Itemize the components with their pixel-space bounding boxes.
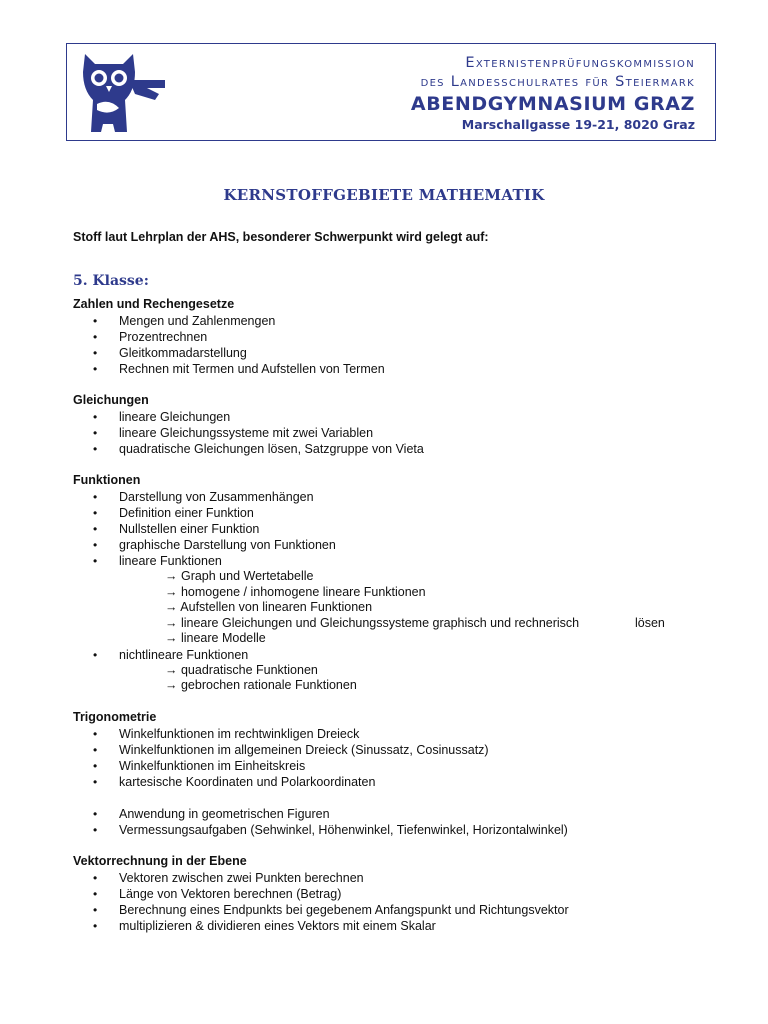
section-trigonometrie <box>73 709 713 838</box>
list-item: • multiplizieren & dividieren eines Vektors mit einem Skalar <box>73 918 713 934</box>
list-item: • Mengen und Zahlenmengen <box>73 313 713 329</box>
list-item: • Darstellung von Zusammenhängen <box>73 489 713 505</box>
sub-item: → homogene / inhomogene lineare Funktionen <box>165 584 426 599</box>
list-item: • Prozentrechnen <box>73 329 713 345</box>
list-item: • Rechnen mit Termen und Aufstellen von Termen <box>73 361 713 377</box>
list-item: • graphische Darstellung von Funktionen <box>73 537 713 553</box>
spacer <box>73 790 713 806</box>
list-item: • Nullstellen einer Funktion <box>73 521 713 537</box>
org-name-line2: des Landesschulrates für Steiermark <box>420 74 695 90</box>
class-heading: 5. Klasse: <box>73 273 149 289</box>
sub-item: → Graph und Wertetabelle <box>165 569 314 583</box>
section-title: Funktionen <box>73 473 141 487</box>
school-name: ABENDGYMNASIUM GRAZ <box>410 93 695 115</box>
letterhead <box>66 43 716 141</box>
sub-item <box>73 616 713 632</box>
sub-item: → lineare Modelle <box>165 631 266 645</box>
section-title: Zahlen und Rechengesetze <box>73 297 235 311</box>
intro-text: Stoff laut Lehrplan der AHS, besonderer Schwerpunkt wird gelegt auf: <box>73 230 489 244</box>
section-title: Vektorrechnung in der Ebene <box>73 853 247 868</box>
bullet-list <box>73 489 713 694</box>
list-item: • Gleitkommadarstellung <box>73 345 713 361</box>
list-item: • quadratische Gleichungen lösen, Satzgruppe von Vieta <box>73 441 713 457</box>
list-item: • Winkelfunktionen im rechtwinkligen Dreieck <box>73 726 713 742</box>
section-zahlen <box>73 296 713 377</box>
section-gleichungen <box>73 392 713 457</box>
org-name-line1: Externistenprüfungskommission <box>465 55 695 71</box>
list-item: • Anwendung in geometrischen Figuren <box>73 806 713 822</box>
list-item: • Vektoren zwischen zwei Punkten berechnen <box>73 870 713 886</box>
section-funktionen <box>73 472 713 694</box>
section-title: Trigonometrie <box>73 709 157 724</box>
bullet-list <box>73 870 713 934</box>
list-item: • Winkelfunktionen im Einheitskreis <box>73 758 713 774</box>
bullet-list <box>73 726 713 790</box>
sub-item-tail: lösen <box>635 615 665 630</box>
owl-logo-icon <box>79 50 169 136</box>
section-title: Gleichungen <box>73 393 149 407</box>
list-item: • Definition einer Funktion <box>73 505 713 521</box>
content <box>73 296 713 949</box>
document-title: KERNSTOFFGEBIETE MATHEMATIK <box>223 186 545 204</box>
sub-item: → gebrochen rationale Funktionen <box>165 678 357 692</box>
school-address: Marschallgasse 19-21, 8020 Graz <box>461 117 695 132</box>
letterhead-text <box>411 54 695 133</box>
list-item: • lineare Gleichungssysteme mit zwei Variablen <box>73 425 713 441</box>
list-item: • lineare Funktionen <box>73 553 713 569</box>
sub-item: → Aufstellen von linearen Funktionen <box>165 600 373 614</box>
list-item: • Länge von Vektoren berechnen (Betrag) <box>73 886 713 902</box>
list-item: • Vermessungsaufgaben (Sehwinkel, Höhenwinkel, Tiefenwinkel, Horizontalwinkel) <box>73 822 713 838</box>
sub-item: → quadratische Funktionen <box>165 662 318 677</box>
list-item: • nichtlineare Funktionen <box>73 647 713 663</box>
sub-item-text: → lineare Gleichungen und Gleichungssysteme graphisch und rechnerisch <box>165 615 580 630</box>
list-item: • Berechnung eines Endpunkts bei gegebenem Anfangspunkt und Richtungsvektor <box>73 902 713 918</box>
list-item: • lineare Gleichungen <box>73 409 713 425</box>
section-vektoren <box>73 853 713 934</box>
bullet-list <box>73 806 713 838</box>
bullet-list <box>73 313 713 377</box>
list-item: • kartesische Koordinaten und Polarkoordinaten <box>73 774 713 790</box>
list-item: • Winkelfunktionen im allgemeinen Dreieck (Sinussatz, Cosinussatz) <box>73 742 713 758</box>
bullet-list <box>73 409 713 457</box>
